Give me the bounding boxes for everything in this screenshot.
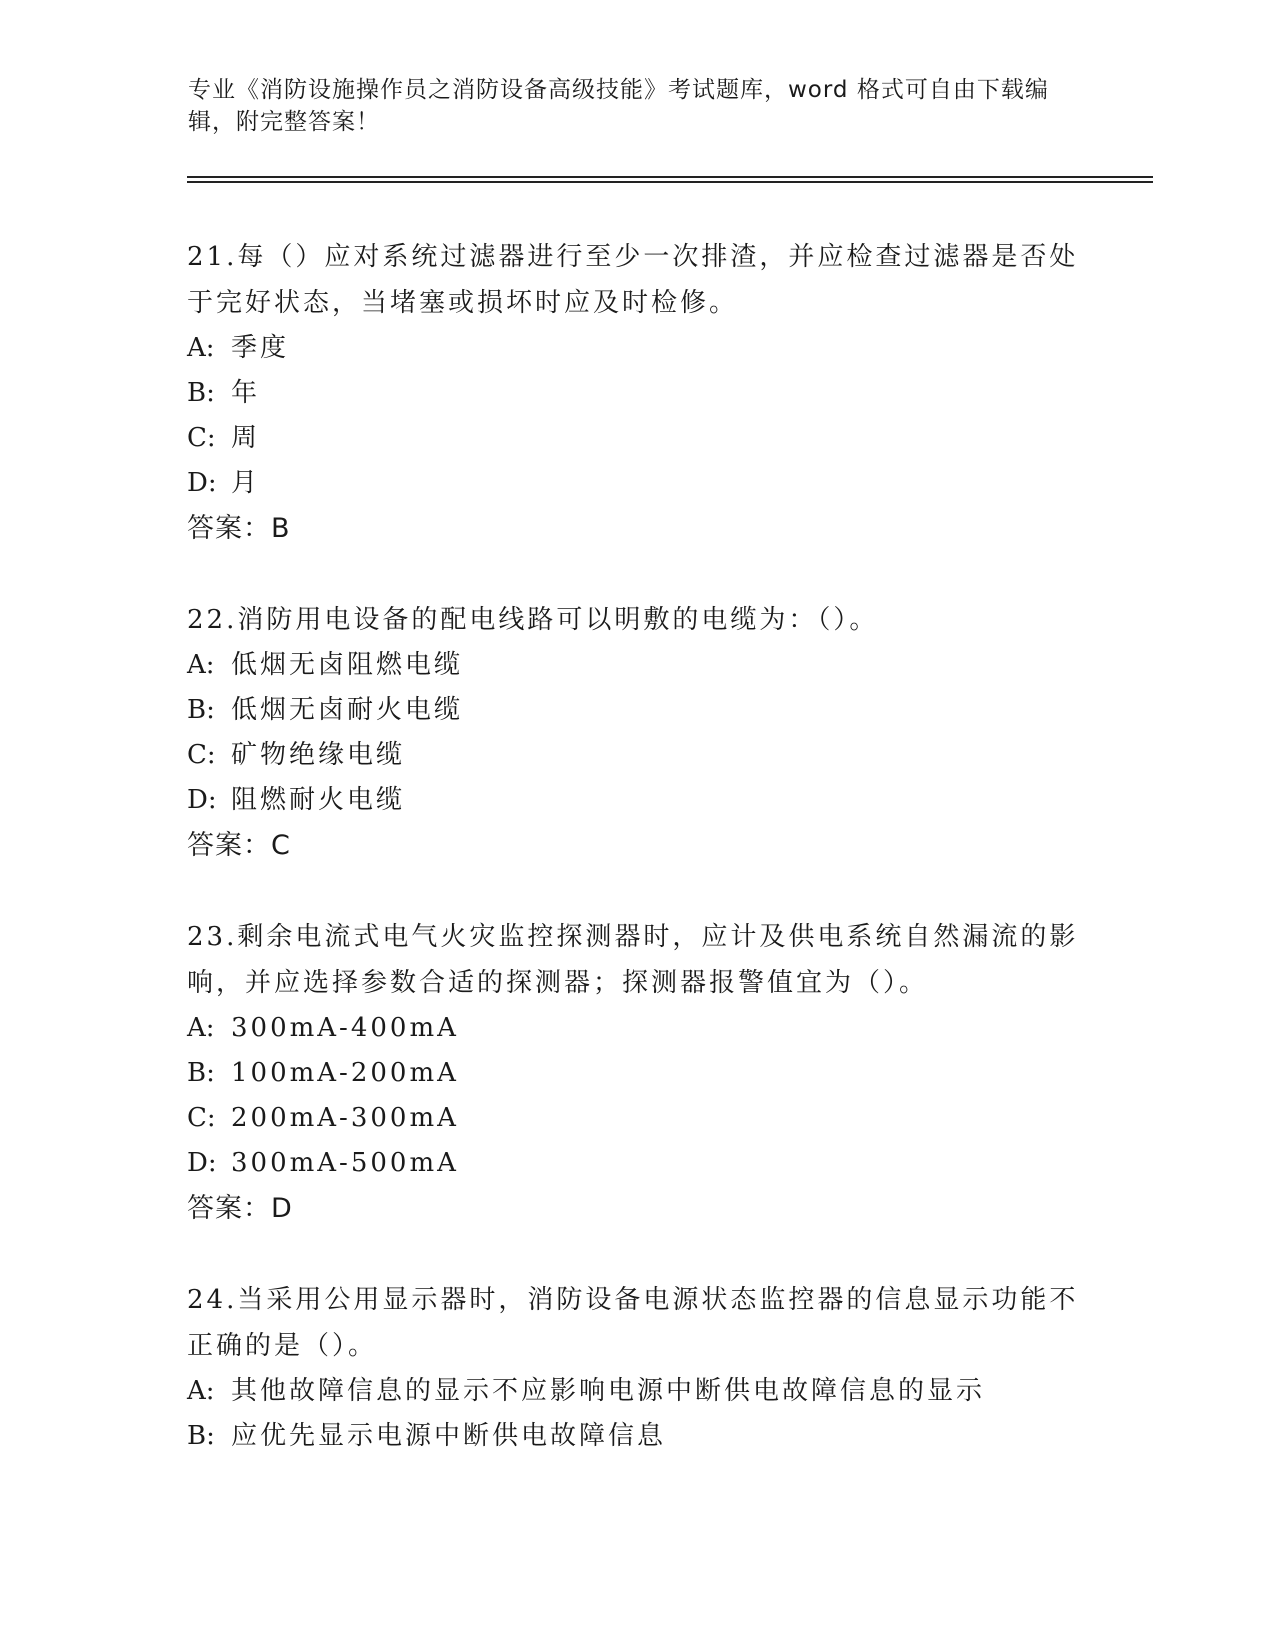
option-text: 200mA-300mA [231, 1103, 459, 1133]
option-letter: B: [187, 378, 215, 408]
option-letter: B: [187, 1058, 215, 1088]
header-divider-bottom [187, 181, 1153, 183]
option-d [187, 778, 1087, 823]
question-stem: 21.每（）应对系统过滤器进行至少一次排渣，并应检查过滤器是否处于完好状态，当堵塞或损坏时应及时检修。 [187, 242, 1079, 318]
option-letter: A: [187, 1376, 215, 1406]
option-b [187, 1414, 1087, 1459]
option-c [187, 416, 1087, 461]
answer-value: D [271, 1193, 293, 1224]
answer-label: 答案： [187, 1193, 271, 1224]
option-letter: A: [187, 1013, 215, 1043]
option-letter: A: [187, 650, 215, 680]
option-letter: C: [187, 1103, 216, 1133]
question-23 [187, 914, 1087, 1232]
document-header: 专业《消防设施操作员之消防设备高级技能》考试题库，word 格式可自由下载编辑，附完整答案！ [188, 77, 1049, 135]
option-d [187, 1141, 1087, 1186]
option-a [187, 326, 1087, 371]
option-text: 季度 [231, 333, 290, 363]
question-stem: 23.剩余电流式电气火灾监控探测器时，应计及供电系统自然漏流的影响，并应选择参数合适的探测器；探测器报警值宜为（）。 [187, 922, 1079, 998]
question-22 [187, 597, 1087, 869]
option-letter: C: [187, 740, 216, 770]
question-21 [187, 234, 1087, 552]
option-b [187, 1051, 1087, 1096]
option-a [187, 1006, 1087, 1051]
option-text: 月 [231, 468, 261, 498]
option-text: 周 [231, 423, 261, 453]
question-24 [187, 1277, 1087, 1459]
option-text: 年 [231, 378, 261, 408]
option-text: 低烟无卤阻燃电缆 [231, 650, 464, 680]
option-a [187, 643, 1087, 688]
option-text: 低烟无卤耐火电缆 [231, 695, 464, 725]
option-c [187, 733, 1087, 778]
answer-line [187, 1186, 1087, 1232]
answer-value: B [271, 513, 291, 544]
answer-label: 答案： [187, 830, 271, 861]
option-c [187, 1096, 1087, 1141]
option-text: 300mA-500mA [231, 1148, 459, 1178]
option-letter: D: [187, 468, 217, 498]
option-letter: D: [187, 785, 217, 815]
question-stem: 22.消防用电设备的配电线路可以明敷的电缆为：（）。 [187, 605, 879, 635]
option-text: 100mA-200mA [231, 1058, 459, 1088]
option-d [187, 461, 1087, 506]
answer-label: 答案： [187, 513, 271, 544]
header-divider-top [187, 176, 1153, 178]
option-b [187, 371, 1087, 416]
option-text: 应优先显示电源中断供电故障信息 [231, 1421, 667, 1451]
question-stem: 24.当采用公用显示器时，消防设备电源状态监控器的信息显示功能不正确的是（）。 [187, 1285, 1079, 1361]
option-letter: C: [187, 423, 216, 453]
answer-value: C [271, 830, 291, 861]
option-letter: A: [187, 333, 215, 363]
option-text: 矿物绝缘电缆 [231, 740, 406, 770]
option-text: 阻燃耐火电缆 [231, 785, 406, 815]
option-b [187, 688, 1087, 733]
option-a [187, 1369, 1087, 1414]
option-letter: B: [187, 1421, 215, 1451]
option-text: 300mA-400mA [231, 1013, 459, 1043]
option-text: 其他故障信息的显示不应影响电源中断供电故障信息的显示 [231, 1376, 986, 1406]
option-letter: B: [187, 695, 215, 725]
answer-line [187, 823, 1087, 869]
option-letter: D: [187, 1148, 217, 1178]
answer-line [187, 506, 1087, 552]
